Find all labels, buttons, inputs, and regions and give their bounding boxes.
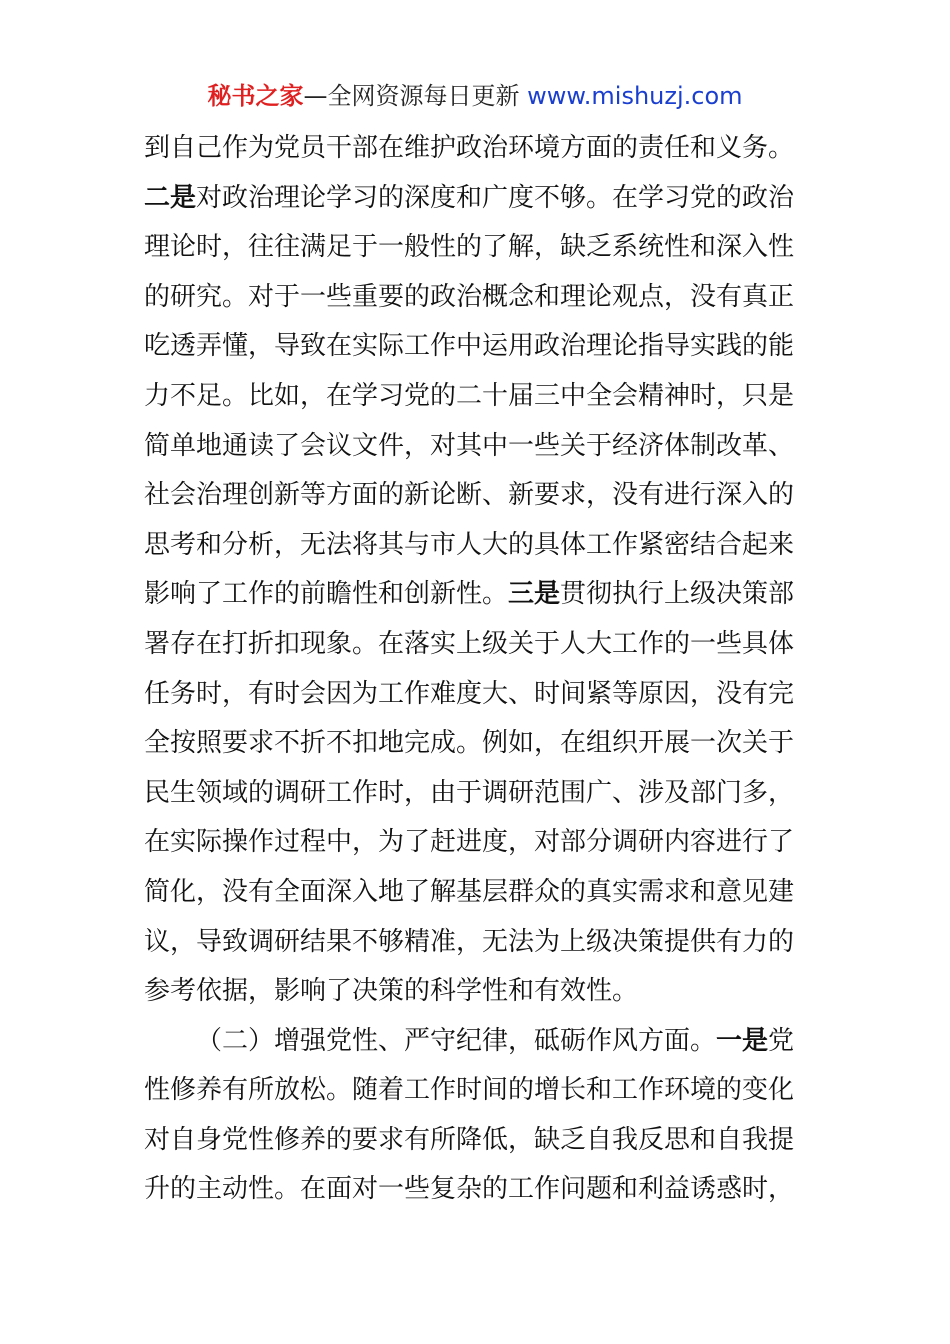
site-header [0, 80, 950, 112]
section-heading-line: （二）增强党性、严守纪律，砥砺作风方面。一是党 [196, 1025, 795, 1056]
text-line: 吃透弄懂，导致在实际工作中运用政治理论指导实践的能 [144, 331, 795, 362]
point-marker: 二是 [144, 182, 197, 213]
text-line: 社会治理创新等方面的新论断、新要求，没有进行深入的 [144, 480, 795, 511]
text-line: 理论时，往往满足于一般性的了解，缺乏系统性和深入性 [144, 232, 795, 263]
text-line: 在实际操作过程中，为了赶进度，对部分调研内容进行了 [144, 827, 795, 858]
text-line: 性修养有所放松。随着工作时间的增长和工作环境的变化 [144, 1075, 795, 1106]
text-line: 升的主动性。在面对一些复杂的工作问题和利益诱惑时， [144, 1174, 795, 1205]
text-line: 简化，没有全面深入地了解基层群众的真实需求和意见建 [144, 876, 795, 907]
text-line: 署存在打折扣现象。在落实上级关于人大工作的一些具体 [144, 628, 795, 659]
site-brand: 秘书之家 [207, 82, 304, 110]
text-line: 力不足。比如，在学习党的二十届三中全会精神时，只是 [144, 380, 795, 411]
text-line: 到自己作为党员干部在维护政治环境方面的责任和义务。 [144, 133, 795, 163]
site-url-link[interactable]: www.mishuzj.com [527, 82, 743, 110]
text-line: 全按照要求不折不扣地完成。例如，在组织开展一次关于 [144, 728, 795, 759]
site-tagline: —全网资源每日更新 [303, 82, 520, 110]
text-line: 的研究。对于一些重要的政治概念和理论观点，没有真正 [144, 281, 795, 312]
text-line: 思考和分析，无法将其与市人大的具体工作紧密结合起来 [144, 529, 795, 560]
text-line: 简单地通读了会议文件，对其中一些关于经济体制改革、 [144, 430, 795, 461]
document-body [144, 124, 816, 1215]
text-line: 任务时，有时会因为工作难度大、时间紧等原因，没有完 [144, 678, 795, 709]
text-line: 民生领域的调研工作时，由于调研范围广、涉及部门多， [144, 777, 795, 808]
point-marker: 三是 [508, 579, 561, 610]
point-marker: 一是 [716, 1025, 769, 1056]
text-line: 影响了工作的前瞻性和创新性。三是贯彻执行上级决策部 [144, 579, 795, 610]
text-line: 二是对政治理论学习的深度和广度不够。在学习党的政治 [144, 182, 795, 213]
text-line: 对自身党性修养的要求有所降低，缺乏自我反思和自我提 [144, 1124, 795, 1155]
text-line: 参考依据，影响了决策的科学性和有效性。 [144, 976, 639, 1007]
text-line: 议，导致调研结果不够精准，无法为上级决策提供有力的 [144, 926, 795, 957]
